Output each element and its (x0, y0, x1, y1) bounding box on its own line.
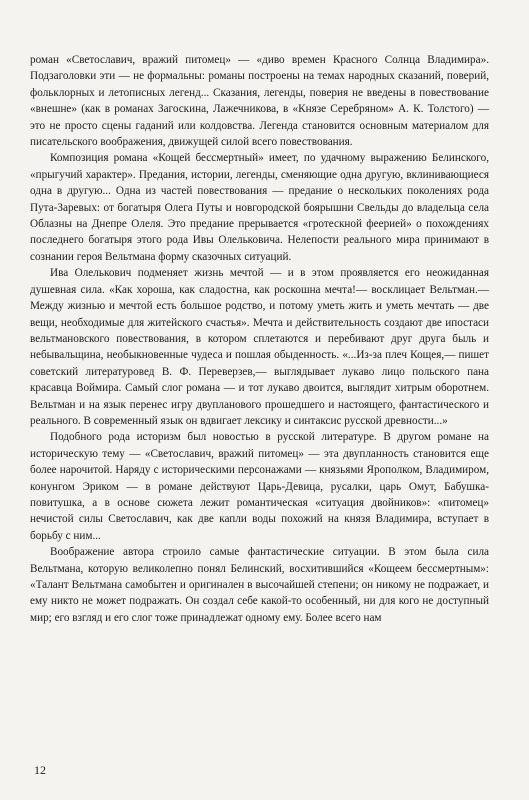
paragraph-1: роман «Светославич, вражий питомец» — «диво времен Красного Солнца Владимира». Подзаголовки эти — не формальны: романы построены на темах народных сказаний, поверий, фольклорных и летописных легенд... Сказания, легенды, поверия не введены в повествование «внешне» (как в романах Загоскина, Лажечникова, в «Князе Серебряном» А. К. Толстого) — это не просто сцены гаданий или колдовства. Легенда становится основным материалом для писательского воображения, движущей силой всего повествования. (30, 54, 489, 149)
paragraph-5: Воображение автора строило самые фантастические ситуации. В этом была сила Вельтмана, которую великолепно понял Белинский, восхитившийся «Кощеем бессмертным»: «Талант Вельтмана самобытен и оригинален в высочайшей степени; он никому не подражает, и ему никто не может подражать. Он создал себе какой-то особенный, ни для кого не доступный мир; его взгляд и его слог тоже принадлежат одному ему. Более всего нам (30, 546, 489, 624)
page-body (30, 52, 489, 626)
page-number: 12 (34, 763, 46, 777)
paragraph-4: Подобного рода историзм был новостью в русской литературе. В другом романе на историческую тему — «Светославич, вражий питомец» — эта двупланность становится еще более нарочитой. Наряду с историческими персонажами — князьями Ярополком, Владимиром, конунгом Эриком — в романе действуют Царь-Девица, русалки, царь Омут, Бабушка-повитушка, а в основе сюжета лежит романтическая «ситуация двойников»: «питомец» нечистой силы Светославич, как две капли воды похожий на князя Владимира, вступает в борьбу с ним... (30, 431, 489, 542)
paragraph-2: Композиция романа «Кощей бессмертный» имеет, по удачному выражению Белинского, «прыгучий характер». Предания, истории, легенды, сменяющие одна другую, вклинивающиеся одна в другую... Одна из частей повествования — предание о нескольких поколениях рода Пута-Заревых: от богатыря Олега Путы и новгородской боярышни Свельды до владельца села Облазны на Днепре Олеля. Это предание прерывается «гротескной феерией» о похождениях последнего богатыря этого рода Ивы Олельковича. Нелепости реального мира принимают в сознании героя Вельтмана форму сказочных ситуаций. (30, 152, 489, 263)
paragraph-3: Ива Олелькович подменяет жизнь мечтой — и в этом проявляется его неожиданная душевная сила. «Как хороша, как сладостна, как роскошна мечта!— восклицает Вельтман.— Между жизнью и мечтой есть большое родство, и потому уметь жить и уметь мечтать — две вещи, необходимые для житейского счастья». Мечта и действительность создают две ипостаси вельтмановского повествования, в котором сплетаются и перебивают друг друга быль и небывальщина, необыкновенные чудеса и пошлая обыденность. «...Из-за плеч Кощея,— пишет советский литературовед В. Ф. Переверзев,— выглядывает лукаво лицо польского пана красавца Воймира. Самый слог романа — и тот лукаво двоится, выглядит хитрым оборотнем. Вельтман и на язык перенес игру двупланового прошедшего и настоящего, фантастического и реального. В современный язык он вдвигает лексику и синтаксис русской древности...» (30, 267, 489, 427)
